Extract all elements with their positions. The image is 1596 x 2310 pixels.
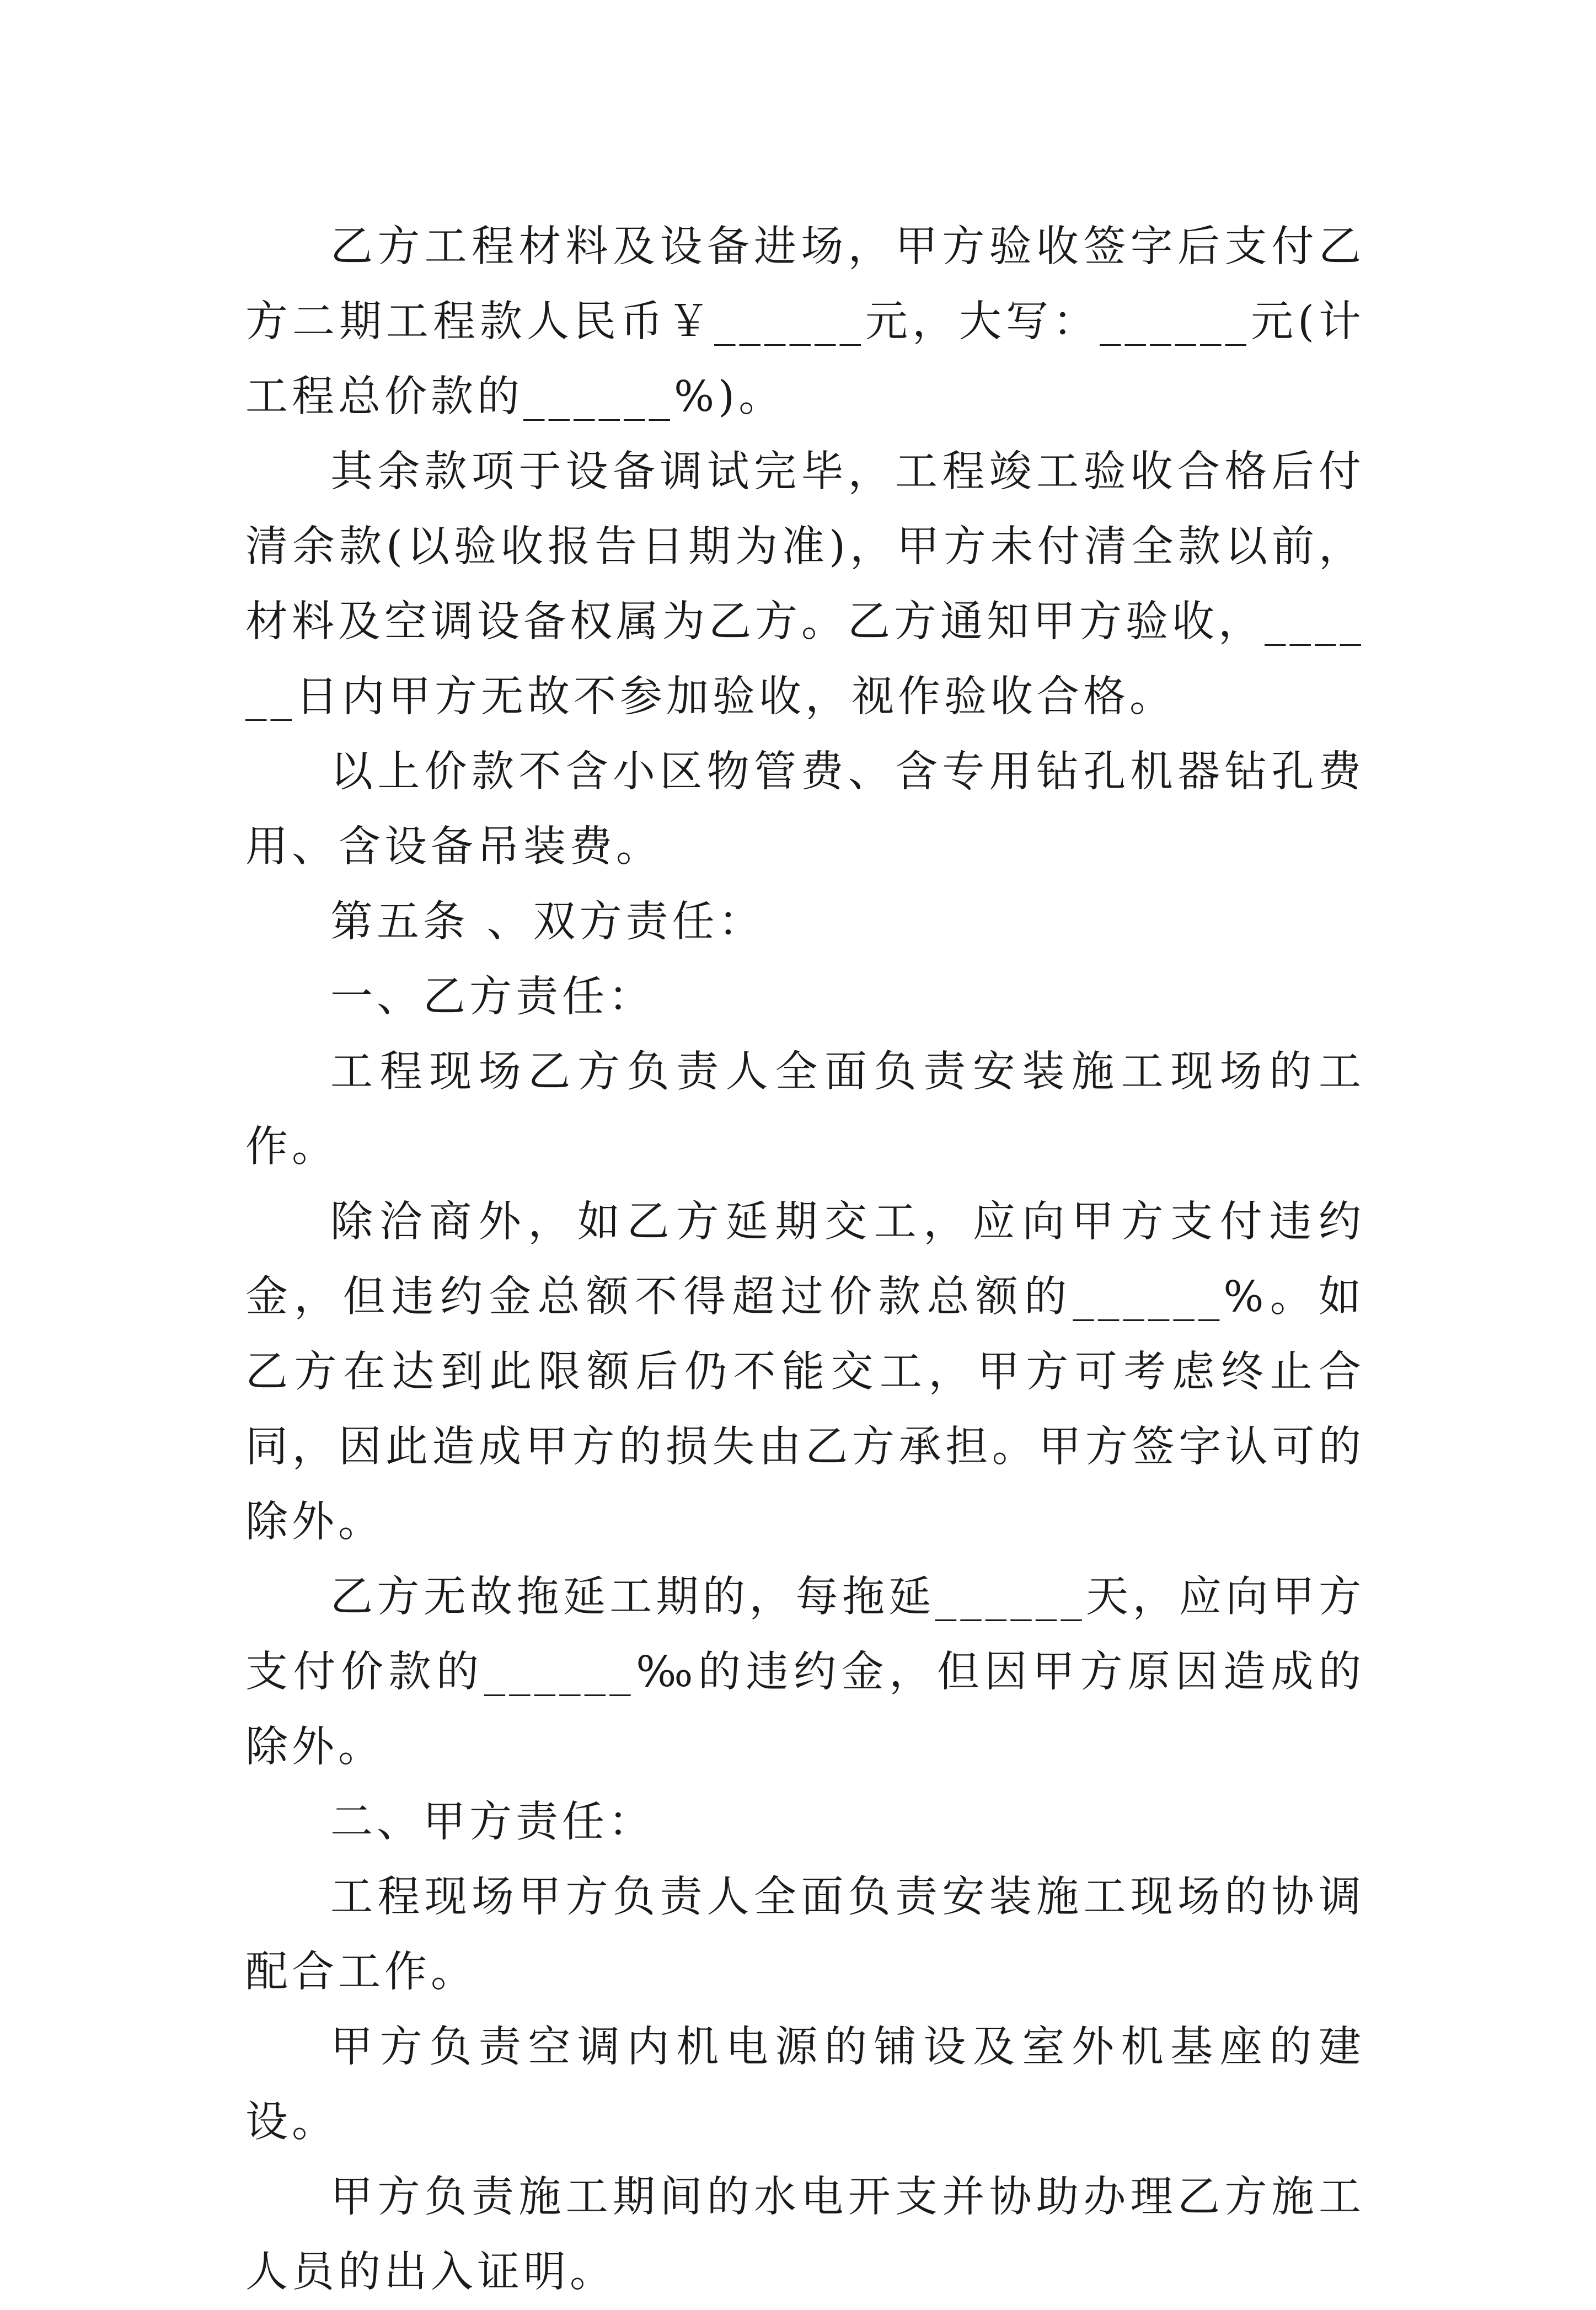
party-b-heading: 一、乙方责任：: [330, 972, 655, 1022]
paragraph-price-exclusions: 以上价款不含小区物管费、含专用钻孔机器钻孔费用、含设备吊装费。: [245, 747, 1365, 871]
paragraph-delay-per-day: 乙方无故拖延工期的，每拖延______天，应向甲方支付价款的______‰的违约金，但因甲方原因造成的除外。: [245, 1573, 1365, 1772]
paragraph-party-a-onsite: 工程现场甲方负责人全面负责安装施工现场的协调配合工作。: [245, 1873, 1365, 1997]
paragraph-remaining-payment: 其余款项于设备调试完毕，工程竣工验收合格后付清余款(以验收报告日期为准)，甲方未付清全款以前，材料及空调设备权属为乙方。乙方通知甲方验收，______日内甲方无故不参加验收，视作验收合格。: [245, 447, 1365, 721]
paragraph-party-b-onsite: 工程现场乙方负责人全面负责安装施工现场的工作。: [245, 1047, 1365, 1172]
paragraph-power-and-base: 甲方负责空调内机电源的铺设及室外机基座的建设。: [245, 2023, 1365, 2147]
article-five-heading: 第五条 、双方责任：: [330, 897, 765, 947]
paragraph-payment-phase-two: 乙方工程材料及设备进场，甲方验收签字后支付乙方二期工程款人民币￥______元，大写：______元(计工程总价款的______%)。: [245, 222, 1365, 421]
document-body: [245, 210, 1365, 2310]
party-a-heading: 二、甲方责任：: [330, 1798, 655, 1847]
paragraph-utilities-and-access: 甲方负责施工期间的水电开支并协助办理乙方施工人员的出入证明。: [245, 2173, 1365, 2297]
paragraph-delay-penalty: 除洽商外，如乙方延期交工，应向甲方支付违约金，但违约金总额不得超过价款总额的______%。如乙方在达到此限额后仍不能交工，甲方可考虑终止合同，因此造成甲方的损失由乙方承担。甲方签字认可的除外。: [245, 1197, 1365, 1547]
